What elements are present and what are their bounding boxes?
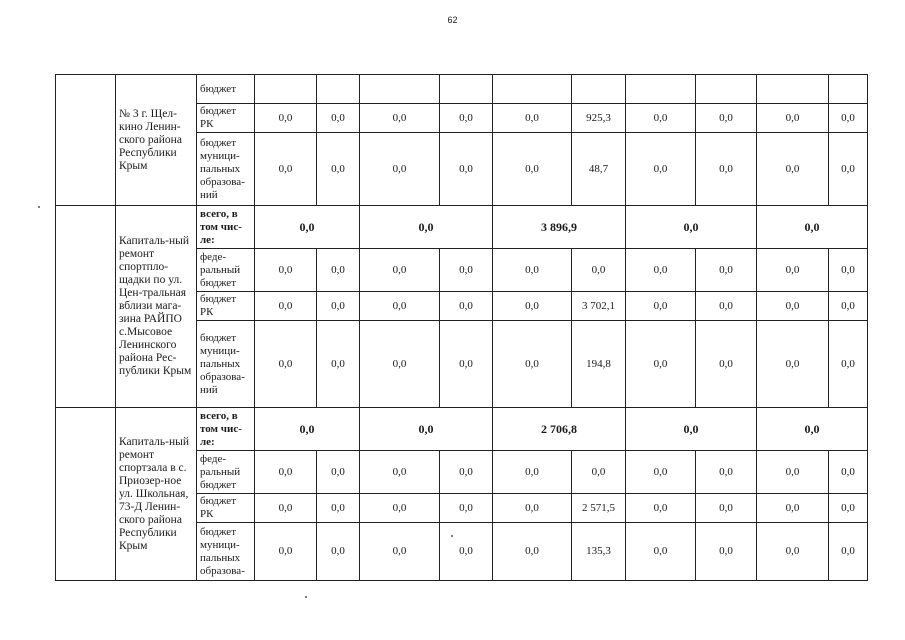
value-cell: 0,0 <box>360 494 440 523</box>
value-cell: 0,0 <box>829 523 868 581</box>
value-cell: 0,0 <box>440 494 493 523</box>
value-cell: 0,0 <box>493 104 572 133</box>
value-cell: 0,0 <box>493 451 572 494</box>
value-cell: 0,0 <box>493 133 572 206</box>
value-cell: 0,0 <box>757 104 829 133</box>
total-cell: 0,0 <box>757 206 868 249</box>
value-cell: 0,0 <box>360 451 440 494</box>
value-cell: 0,0 <box>829 104 868 133</box>
value-cell: 0,0 <box>255 321 317 408</box>
total-label: всего, в том чис-ле: <box>197 206 255 249</box>
value-cell: 0,0 <box>440 451 493 494</box>
value-cell <box>696 75 757 104</box>
scan-speck <box>305 596 307 598</box>
value-cell <box>255 75 317 104</box>
value-cell: 0,0 <box>440 292 493 321</box>
value-cell: 0,0 <box>255 523 317 581</box>
value-cell: 0,0 <box>829 494 868 523</box>
row-index-cell <box>56 206 116 408</box>
value-cell <box>440 75 493 104</box>
page-number: 62 <box>447 15 458 25</box>
value-cell: 0,0 <box>696 523 757 581</box>
value-cell: 0,0 <box>757 451 829 494</box>
value-cell: 0,0 <box>757 292 829 321</box>
value-cell: 0,0 <box>360 104 440 133</box>
value-cell: 0,0 <box>626 292 696 321</box>
value-cell: 0,0 <box>317 523 360 581</box>
value-cell: 0,0 <box>440 104 493 133</box>
scan-speck <box>451 535 453 537</box>
funding-source: бюджет муници-пальных образова-ний <box>197 321 255 408</box>
total-cell: 2 706,8 <box>493 408 626 451</box>
value-cell: 0,0 <box>255 494 317 523</box>
value-cell: 0,0 <box>696 133 757 206</box>
value-cell: 0,0 <box>317 133 360 206</box>
value-cell: 3 702,1 <box>572 292 626 321</box>
value-cell: 0,0 <box>440 523 493 581</box>
value-cell: 0,0 <box>493 523 572 581</box>
funding-source: бюджет муници-пальных образова-ний <box>197 133 255 206</box>
table-row-total <box>56 206 868 249</box>
value-cell: 2 571,5 <box>572 494 626 523</box>
funding-source: бюджет <box>197 75 255 104</box>
value-cell: 0,0 <box>626 494 696 523</box>
table-row <box>56 75 868 104</box>
value-cell <box>317 75 360 104</box>
value-cell: 0,0 <box>493 321 572 408</box>
value-cell: 0,0 <box>317 104 360 133</box>
total-cell: 0,0 <box>360 206 493 249</box>
budget-table <box>55 74 868 581</box>
value-cell: 0,0 <box>829 292 868 321</box>
value-cell: 0,0 <box>255 249 317 292</box>
total-cell: 0,0 <box>626 408 757 451</box>
value-cell: 0,0 <box>829 249 868 292</box>
value-cell: 0,0 <box>440 249 493 292</box>
total-cell: 3 896,9 <box>493 206 626 249</box>
funding-source: бюджет РК <box>197 104 255 133</box>
value-cell: 0,0 <box>757 249 829 292</box>
value-cell: 0,0 <box>626 523 696 581</box>
total-cell: 0,0 <box>757 408 868 451</box>
total-label: всего, в том чис-ле: <box>197 408 255 451</box>
value-cell <box>493 75 572 104</box>
funding-source: феде-ральный бюджет <box>197 249 255 292</box>
value-cell: 0,0 <box>317 451 360 494</box>
value-cell: 0,0 <box>360 321 440 408</box>
value-cell: 0,0 <box>696 451 757 494</box>
value-cell: 0,0 <box>757 523 829 581</box>
value-cell: 0,0 <box>317 292 360 321</box>
value-cell: 0,0 <box>360 523 440 581</box>
value-cell: 0,0 <box>493 494 572 523</box>
value-cell: 0,0 <box>255 451 317 494</box>
value-cell: 0,0 <box>829 133 868 206</box>
value-cell: 0,0 <box>360 249 440 292</box>
value-cell: 0,0 <box>255 133 317 206</box>
value-cell <box>757 75 829 104</box>
value-cell: 194,8 <box>572 321 626 408</box>
value-cell: 0,0 <box>626 249 696 292</box>
value-cell <box>626 75 696 104</box>
value-cell: 0,0 <box>696 494 757 523</box>
funding-source: бюджет муници-пальных образова- <box>197 523 255 581</box>
value-cell: 0,0 <box>757 321 829 408</box>
table-row-total <box>56 408 868 451</box>
value-cell: 0,0 <box>696 104 757 133</box>
funding-source: феде-ральный бюджет <box>197 451 255 494</box>
funding-source: бюджет РК <box>197 292 255 321</box>
scan-speck <box>38 206 40 208</box>
value-cell: 0,0 <box>696 249 757 292</box>
project-name: № 3 г. Щел-кино Ленин-ского района Республики Крым <box>116 75 197 206</box>
total-cell: 0,0 <box>626 206 757 249</box>
value-cell: 0,0 <box>255 292 317 321</box>
value-cell: 135,3 <box>572 523 626 581</box>
value-cell: 0,0 <box>626 451 696 494</box>
value-cell: 0,0 <box>255 104 317 133</box>
value-cell: 0,0 <box>493 292 572 321</box>
total-cell: 0,0 <box>255 408 360 451</box>
value-cell: 0,0 <box>440 133 493 206</box>
value-cell <box>829 75 868 104</box>
value-cell: 0,0 <box>696 292 757 321</box>
value-cell: 0,0 <box>757 494 829 523</box>
project-name: Капиталь-ный ремонт спортпло-щадки по ул. Цен-тральная вблизи мага-зина РАЙПО с.Мысовое Ленинского района Рес-публики Крым <box>116 206 197 408</box>
value-cell: 0,0 <box>493 249 572 292</box>
value-cell: 48,7 <box>572 133 626 206</box>
value-cell: 0,0 <box>829 321 868 408</box>
value-cell: 0,0 <box>317 249 360 292</box>
value-cell: 0,0 <box>696 321 757 408</box>
row-index-cell <box>56 75 116 206</box>
value-cell: 0,0 <box>360 292 440 321</box>
project-name: Капиталь-ный ремонт спортзала в с. Приозер-ное ул. Школьная, 73-Д Ленин-ского района Республики Крым <box>116 408 197 581</box>
group-gym <box>56 408 868 581</box>
value-cell <box>360 75 440 104</box>
value-cell: 0,0 <box>626 133 696 206</box>
value-cell: 0,0 <box>572 249 626 292</box>
value-cell: 0,0 <box>829 451 868 494</box>
value-cell: 0,0 <box>317 321 360 408</box>
total-cell: 0,0 <box>360 408 493 451</box>
row-index-cell <box>56 408 116 581</box>
value-cell: 0,0 <box>317 494 360 523</box>
funding-source: бюджет РК <box>197 494 255 523</box>
value-cell: 0,0 <box>440 321 493 408</box>
value-cell: 0,0 <box>626 321 696 408</box>
value-cell: 925,3 <box>572 104 626 133</box>
group-top <box>56 75 868 206</box>
value-cell: 0,0 <box>572 451 626 494</box>
value-cell: 0,0 <box>757 133 829 206</box>
value-cell: 0,0 <box>360 133 440 206</box>
total-cell: 0,0 <box>255 206 360 249</box>
value-cell: 0,0 <box>626 104 696 133</box>
group-sportsground <box>56 206 868 408</box>
value-cell <box>572 75 626 104</box>
